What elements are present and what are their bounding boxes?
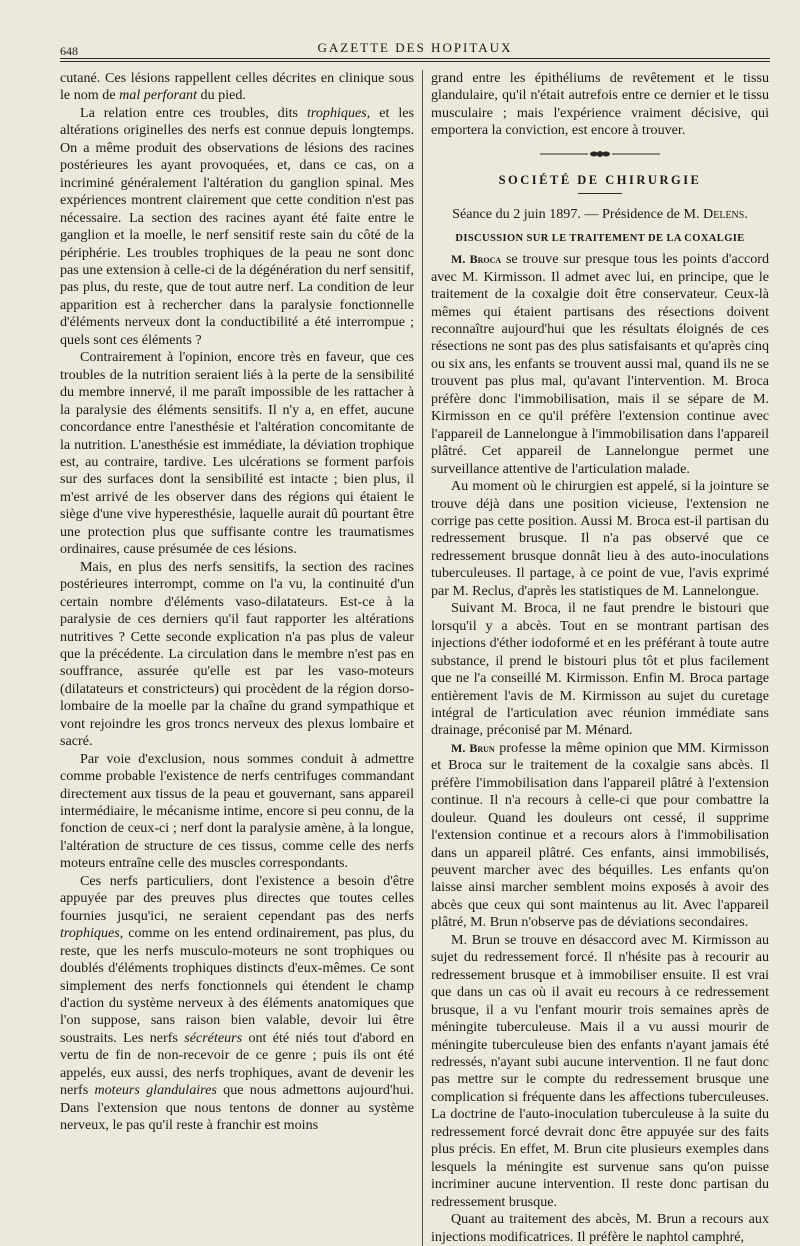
paragraph: M. Brun se trouve en désaccord avec M. Kirmisson au sujet du redressement forcé. Il n'hésite pas à recourir au redressement brusque et à immobiliser ensuite. Il est vrai que dans un cas où il avait eu recours à ce redressement brusque, il a vu l'enfant mourir trois semaines après de méningite tuberculeuse. Mais il a vu aussi mourir de méningite tuberculeuse bien des enfants n'ayant jamais été redressés, n'ayant subi aucune intervention. Il ne faut donc pas mettre sur le compte du redressement brusque une complication si fréquente dans les affections tuberculeuses. La doctrine de l'auto-inoculation tuberculeuse à la suite du redressement forcé devrait donc être appuyée sur des faits plus précis. En effet, M. Brun cite plusieurs exemples dans lesquels la méningite est survenue sans qu'on puisse incriminer aucune intervention. Il reste donc partisan du redressement brusque.	[431, 931, 769, 1210]
column-divider	[422, 70, 423, 1246]
paragraph: cutané. Ces lésions rappellent celles décrites en clinique sous le nom de mal perforant du pied.	[60, 70, 414, 104]
paragraph: Ces nerfs particuliers, dont l'existence a besoin d'être appuyée par des preuves plus directes que toutes celles fournies jusqu'ici, ne seraient cependant pas des nerfs trophiques, comme on les entend ordinairement, pas plus, du reste, que les nerfs musculo-moteurs ne sont trophiques ou doublés d'éléments trophiques distincts d'eux-mêmes. Ce sont simplement des nerfs fonctionnels qui étendent le champ d'action du système nerveux à des éléments anatomiques que l'on suppose, sans raison bien valable, devoir lui être soustraits. Les nerfs sécréteurs ont été niés tout d'abord en vertu de fin de non-recevoir de ce genre ; puis ils ont été appelés, eux aussi, des nerfs trophiques, avant de devenir les nerfs moteurs glandulaires que nous admettons aujourd'hui. Dans l'extension que nous tentons de donner au système nerveux, le pas qu'il reste à franchir est moins	[60, 872, 414, 1134]
discussion-heading: DISCUSSION SUR LE TRAITEMENT DE LA COXALGIE	[455, 232, 745, 244]
paragraph: grand entre les épithéliums de revêtement et le tissu glandulaire, qu'il n'était autrefois entre ce dernier et le tissu musculaire ; mais l'expérience vraiment décisive, qui emportera la conviction, est encore à trouver.	[431, 70, 769, 139]
paragraph: Au moment où le chirurgien est appelé, si la jointure se trouve déjà dans une position vicieuse, l'extension ne corrige pas cette position. Aussi M. Broca est-il partisan du redressement brusque. Il n'a pas observé que ce redressement brusque donnât lieu à des auto-inoculations tuberculeuses. Il partage, à ce point de vue, l'avis exprimé par M. Reclus, d'après les statistiques de M. Lannelongue.	[431, 478, 769, 599]
session-line: Séance du 2 juin 1897. — Présidence de M. Delens.	[452, 206, 748, 223]
paragraph: Par voie d'exclusion, nous sommes conduit à admettre comme probable l'existence de nerfs centrifuges commandant directement aux tissus de la peau et gouvernant, sans appareil intermédiaire, le mécanisme intime, encore si peu connu, de la fonction de ceux-ci ; nerf dont la paralysie amène, à la longue, l'altération de structure de ces tissus, comme celle des nerfs moteurs entraîne celle des muscles correspondants.	[60, 750, 414, 872]
speaker-name: M. Brun	[451, 740, 495, 755]
paragraph: Suivant M. Broca, il ne faut prendre le bistouri que lorsqu'il y a abcès. Tout en se montrant partisan des injections d'éther iodoformé et en les préférant à toute autre substance, il prend le bistouri plus tôt et plus facilement que ne l'a conseillé M. Kirmisson. Enfin M. Broca partage entièrement l'avis de M. Kirmisson au sujet du curetage intégral de l'articulation avec réunion immédiate sans drainage, préconisé par M. Ménard.	[431, 600, 769, 739]
header-rule	[60, 61, 770, 62]
speaker-name: M. Broca	[451, 252, 502, 267]
paragraph: Quant au traitement des abcès, M. Brun a recours aux injections modificatrices. Il préfère le naphtol camphré,	[431, 1211, 769, 1245]
journal-title: GAZETTE DES HOPITAUX	[317, 40, 513, 55]
section-title: SOCIÉTÉ DE CHIRURGIE	[498, 172, 702, 187]
paragraph: Mais, en plus des nerfs sensitifs, la section des racines postérieures interrompt, comme on l'a vu, la continuité d'un certain nombre d'éléments vaso-dilatateurs. Est-ce à la paralysie de ces derniers qu'il faut rapporter les altérations nutritives ? Cette seconde explication n'a pas plus de valeur que la précédente. La circulation dans le membre n'est pas en souffrance, assurée qu'elle est par les vaso-moteurs (dilatateurs et constricteurs) qui procèdent de la région dorso-lombaire de la moelle par la chaîne du grand sympathique et vont rejoindre les gros troncs nerveux des plexus lombaire et sacré.	[60, 558, 414, 750]
left-column	[60, 70, 420, 1246]
paragraph: La relation entre ces troubles, dits trophiques, et les altérations originelles des nerfs est connue depuis longtemps. On a même produit des observations de lésions des racines postérieures les ayant provoquées, et, dans ce cas, on a incriminé généralement l'altération du ganglion spinal. Mes expériences montrent clairement que cette condition n'est pas nécessaire. La section des racines ayant été faite entre le ganglion et la moelle, le nerf sensitif reste sain du côté de la périphérie. Les troubles trophiques de la peau ne sont donc pas une extension à celle-ci de la dégénération du nerf sensitif, pas plus, du reste, que de tout autre nerf. La condition de leur apparition est à rechercher dans la paralysie fonctionnelle d'éléments nerveux dont la conductibilité a été interrompue ; quels sont ces éléments ?	[60, 104, 414, 348]
title-rule	[578, 193, 622, 194]
paragraph: M. Brun professe la même opinion que MM. Kirmisson et Broca sur le traitement de la coxalgie sans abcès. Il préfère l'immobilisation dans l'appareil plâtré à l'extension continue. Il n'a recours à celle-ci que pour combattre la douleur. Quand les douleurs ont cessé, il supprime l'extension continue et a recours alors à l'immobilisation dans un appareil plâtré. Ces enfants, ainsi immobilisés, peuvent marcher avec des béquilles. Les enfants qu'on laisse ainsi marcher semblent moins exposés à avoir des abcès que ceux qui sont maintenus au lit. Avec l'appareil plâtré, M. Brun n'observe pas de déviations secondaires.	[431, 739, 769, 931]
page-number: 648	[60, 44, 78, 58]
running-head	[60, 36, 770, 59]
text-columns	[60, 70, 770, 1246]
paragraph: M. Broca se trouve sur presque tous les points d'accord avec M. Kirmisson. Il admet avec lui, en principe, que le traitement de la coxalgie doit être conservateur. Ceux-là mêmes qui étaient partisans des résections doivent reconnaître aujourd'hui que les résultats éloignés de ces résections ne sont pas des plus satisfaisants et qu'après cinq ou six ans, les enfants se trouvent aussi mal, quand ils ne se trouvent pas plus mal, qu'avant l'intervention. M. Broca préfère donc l'immobilisation, mais il se sépare de M. Kirmisson en ce qu'il préfère l'extension continue avec l'appareil de Lannelongue à l'immobilisation dans l'appareil plâtré. Cet appareil de Lannelongue permet une surveillance attentive de l'articulation malade.	[431, 251, 770, 477]
ornamental-rule	[431, 150, 769, 158]
right-column	[427, 70, 769, 1246]
paragraph: Contrairement à l'opinion, encore très en faveur, que ces troubles de la nutrition seraient liés à la perte de la sensibilité du membre innervé, il me paraît impossible de les rattacher à la paralysie des éléments sensitifs. Il n'y a, en effet, aucune concordance entre l'anesthésie et l'altération concomitante de la nutrition. L'anesthésie est immédiate, la déviation trophique est, au contraire, tardive. Les ulcérations se forment parfois sur des surfaces dont la sensibilité est intacte ; bien plus, il m'est arrivé de les observer dans des régions qui étaient le siège d'une vive hyperesthésie, laquelle aurait dû pourtant être une protection plus que suffisante contre les traumatismes ordinaires, cause présumée de ces lésions.	[60, 349, 414, 558]
